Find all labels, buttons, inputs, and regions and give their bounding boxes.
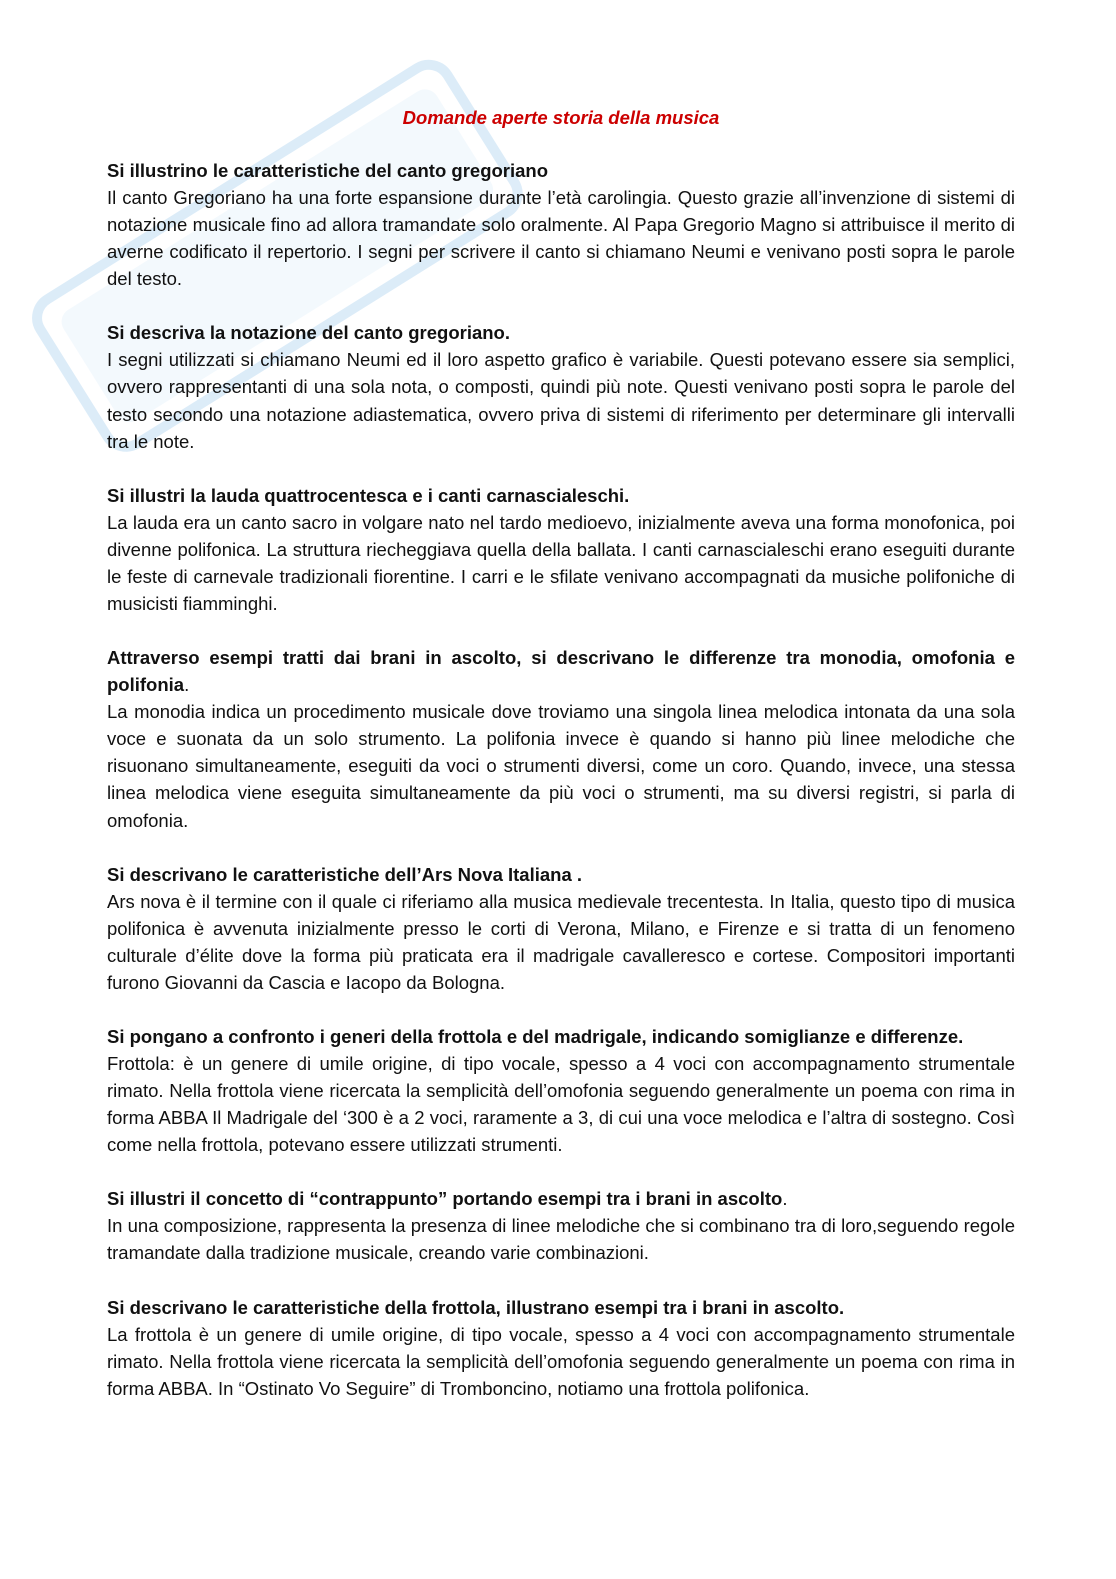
qa-section-3 xyxy=(107,482,1015,617)
answer-text: La frottola è un genere di umile origine, di tipo vocale, spesso a 4 voci con accompagnamento strumentale rimato. Nella frottola viene ricercata la semplicità dell’omofonia seguendo generalmente un poema con rima in forma ABBA. In “Ostinato Vo Seguire” di Tromboncino, notiamo una frottola polifonica. xyxy=(107,1323,1015,1399)
answer-text: Frottola: è un genere di umile origine, di tipo vocale, spesso a 4 voci con accompagnamento strumentale rimato. Nella frottola viene ricercata la semplicità dell’omofonia seguendo generalmente un poema con rima in forma ABBA Il Madrigale del ‘300 è a 2 voci, raramente a 3, di cui una voce melodica e l’altra di sostegno. Così come nella frottola, potevano essere utilizzati strumenti. xyxy=(107,1052,1015,1156)
answer-text: Il canto Gregoriano ha una forte espansione durante l’età carolingia. Questo grazie all’invenzione di sistemi di notazione musicale fino ad allora tramandate solo oralmente. Al Papa Gregorio Magno si attribuisce il merito di averne codificato il repertorio. I segni per scrivere il canto si chiamano Neumi e venivano posti sopra le parole del testo. xyxy=(107,187,1015,290)
qa-section-5 xyxy=(107,861,1015,996)
document-title: Domande aperte storia della musica xyxy=(402,107,720,128)
question-text: Attraverso esempi tratti dai brani in ascolto, si descrivano le differenze tra monodia, omofonia e polifonia xyxy=(107,647,1015,696)
question-heading xyxy=(107,1294,1015,1321)
question-heading xyxy=(107,319,1015,346)
question-text: Si pongano a confronto i generi della frottola e del madrigale, indicando somiglianze e differenze. xyxy=(107,1025,964,1047)
qa-section-1 xyxy=(107,157,1015,292)
question-text: Si descrivano le caratteristiche dell’Ars Nova Italiana . xyxy=(107,863,583,885)
answer-text: La monodia indica un procedimento musicale dove troviamo una singola linea melodica intonata da una sola voce e suonata da un solo strumento. La polifonia invece è quando si hanno più linee melodiche che risuonano simultaneamente, eseguiti da voci o strumenti diversi, come un coro. Quando, invece, una stessa linea melodica viene eseguita simultaneamente da più voci o strumenti, ma su diversi registri, si parla di omofonia. xyxy=(107,701,1015,831)
question-text: Si illustri il concetto di “contrappunto” portando esempi tra i brani in ascolto xyxy=(107,1188,783,1210)
question-tail: . xyxy=(782,1188,788,1210)
question-text: Si illustri la lauda quattrocentesca e i canti carnascialeschi. xyxy=(107,484,630,506)
question-heading xyxy=(107,644,1015,698)
qa-section-8 xyxy=(107,1294,1015,1402)
question-heading xyxy=(107,1023,1015,1050)
question-text: Si illustrino le caratteristiche del canto gregoriano xyxy=(107,160,549,181)
question-text: Si descrivano le caratteristiche della frottola, illustrano esempi tra i brani in ascolto. xyxy=(107,1296,845,1318)
question-text: Si descriva la notazione del canto gregoriano. xyxy=(107,322,510,344)
question-heading xyxy=(107,482,1015,509)
question-tail: . xyxy=(184,674,190,696)
answer-text: Ars nova è il termine con il quale ci riferiamo alla musica medievale trecentesta. In Italia, questo tipo di musica polifonica è avvenuta inizialmente presso le corti di Verona, Milano, e Firenze e si tratta di un fenomeno culturale d’élite dove la forma più praticata era il madrigale cavalleresco e cortese. Compositori importanti furono Giovanni da Cascia e Iacopo da Bologna. xyxy=(107,890,1015,993)
qa-section-2 xyxy=(107,319,1015,454)
qa-section-4 xyxy=(107,644,1015,833)
question-heading xyxy=(107,157,1015,184)
answer-text: In una composizione, rappresenta la presenza di linee melodiche che si combinano tra di loro,seguendo regole tramandate dalla tradizione musicale, creando varie combinazioni. xyxy=(107,1215,1015,1264)
question-heading xyxy=(107,861,1015,888)
document-page xyxy=(107,104,1015,1429)
qa-section-7 xyxy=(107,1185,1015,1266)
answer-text: La lauda era un canto sacro in volgare nato nel tardo medioevo, inizialmente aveva una forma monofonica, poi divenne polifonica. La struttura riecheggiava quella della ballata. I canti carnascialeschi erano eseguiti durante le feste di carnevale tradizionali fiorentine. I carri e le sfilate venivano accompagnati da musiche polifoniche di musicisti fiamminghi. xyxy=(107,511,1015,615)
answer-text: I segni utilizzati si chiamano Neumi ed il loro aspetto grafico è variabile. Questi potevano essere sia semplici, ovvero rappresentanti di una sola nota, o composti, quindi più note. Questi venivano posti sopra le parole del testo secondo una notazione adiastematica, ovvero priva di sistemi di riferimento per determinare gli intervalli tra le note. xyxy=(107,349,1015,452)
qa-section-6 xyxy=(107,1023,1015,1158)
question-heading xyxy=(107,1185,1015,1212)
